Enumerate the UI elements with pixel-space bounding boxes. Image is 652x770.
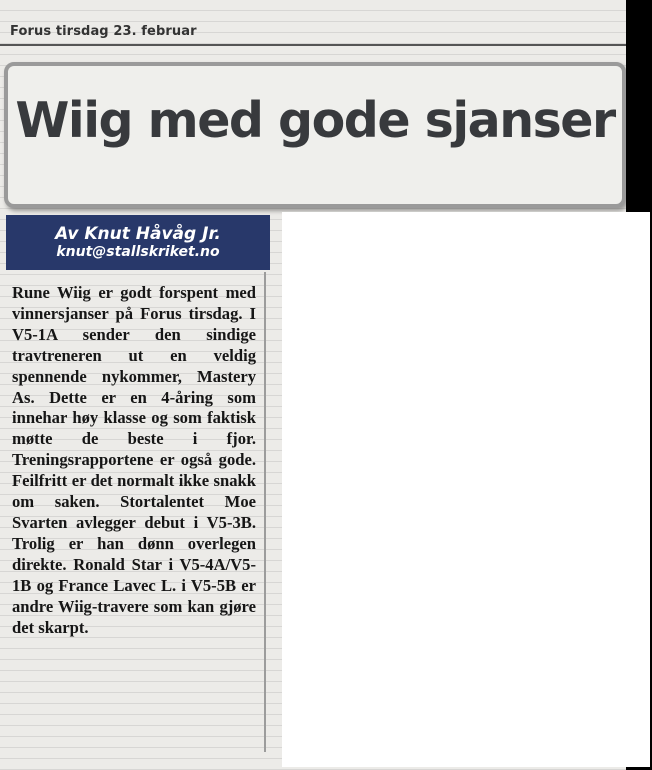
headline-box: [4, 62, 626, 208]
page-header: Forus tirsdag 23. februar: [10, 24, 197, 39]
blank-area: [282, 212, 650, 767]
column-rule: [264, 272, 266, 752]
header-rule: [0, 44, 626, 46]
article-body: Rune Wiig er godt forspent med vinnersjanser på Forus tirsdag. I V5-1A sender den sindige travtreneren ut en veldig spennende nykommer, Mastery As. Dette er en 4-åring som innehar høy klasse og som faktisk møtte de beste i fjor. Treningsrapportene er også gode. Feilfritt er det normalt ikke snakk om saken. Stortalentet Moe Svarten avlegger debut i V5-3B. Trolig er han dønn overlegen direkte. Ronald Star i V5-4A/V5-1B og France Lavec L. i V5-5B er andre Wiig-travere som kan gjøre det skarpt.: [12, 283, 256, 637]
byline-box: [6, 215, 270, 270]
headline: Wiig med gode sjanser: [15, 92, 615, 149]
byline-author: Av Knut Håvåg Jr.: [55, 224, 221, 244]
byline-email: knut@stallskriket.no: [56, 244, 220, 260]
